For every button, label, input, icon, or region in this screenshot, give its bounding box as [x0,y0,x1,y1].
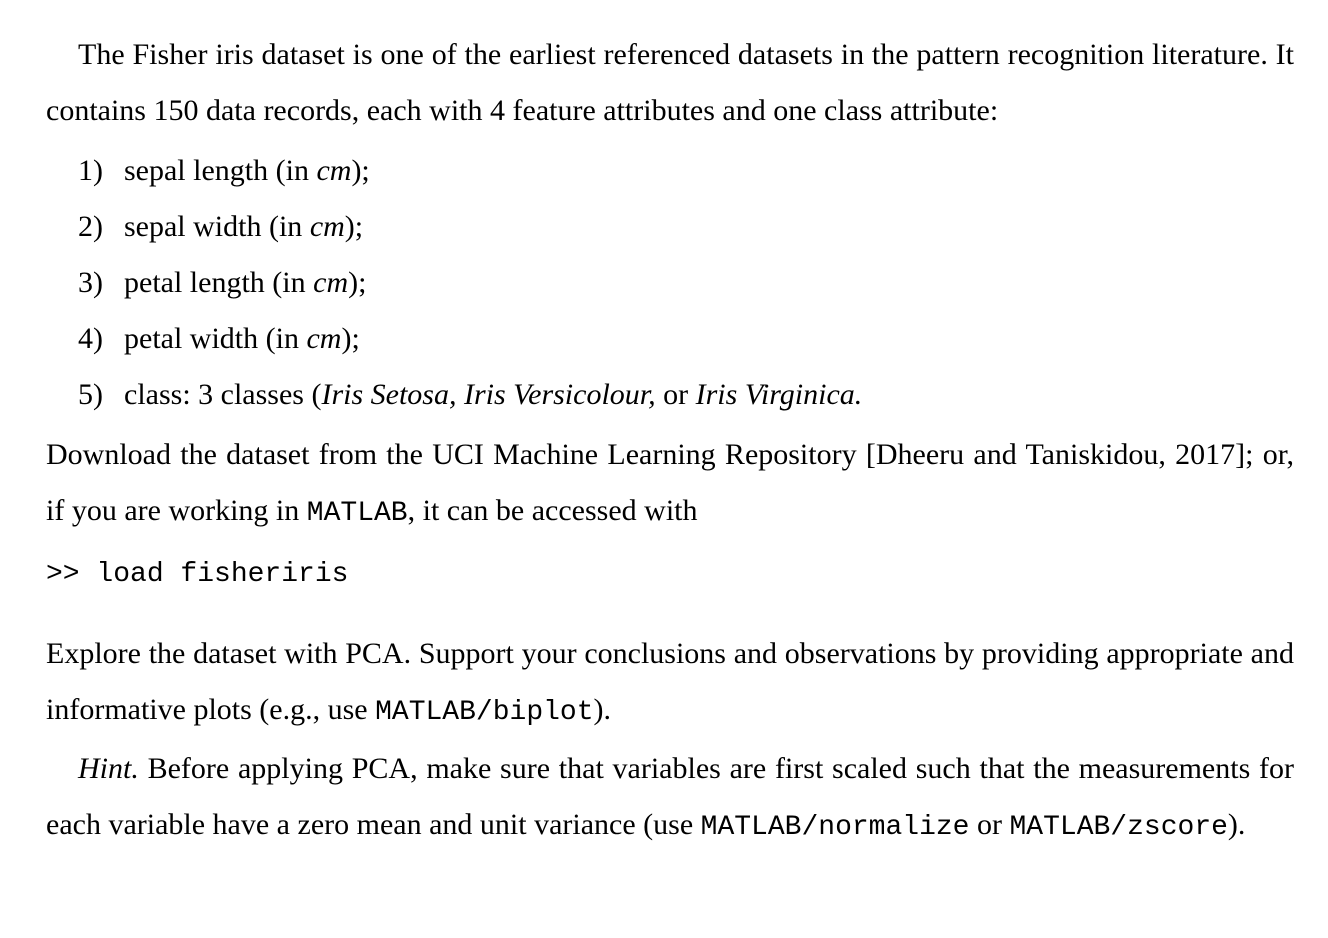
normalize-command: MATLAB/normalize [700,812,970,843]
attribute-list [46,143,1294,423]
list-item-number: 3) [78,266,103,299]
list-item-class: 5) class: 3 classes (Iris Setosa, Iris Versicolour, or Iris Virginica. [78,367,1294,423]
list-item-number: 2) [78,210,103,243]
list-item: 2) sepal width (in cm); [78,199,1294,255]
list-item: 3) petal length (in cm); [78,255,1294,311]
unit: cm [313,266,349,299]
unit: cm [306,322,342,355]
intro-paragraph: The Fisher iris dataset is one of the earliest referenced datasets in the pattern recognition literature. It contains 150 data records, each with 4 feature attributes and one class attribute: [46,38,1294,127]
list-item-number: 4) [78,322,103,355]
zscore-command: MATLAB/zscore [1009,812,1228,843]
list-item: 1) sepal length (in cm); [78,143,1294,199]
class-name-virginica: Iris Virginica. [695,378,863,411]
download-paragraph: Download the dataset from the UCI Machine Learning Repository [Dheeru and Taniskidou, 2017]; or, if you are working in MATLAB, it can be accessed with [46,438,1294,529]
code-snippet: >> load fisheriris [46,559,349,590]
hint-paragraph: Hint. Before applying PCA, make sure that variables are first scaled such that the measurements for each variable have a zero mean and unit variance (use MATLAB/normalize or MATLAB/zscore). [46,752,1294,843]
unit: cm [309,210,345,243]
list-item: 4) petal width (in cm); [78,311,1294,367]
matlab-term: MATLAB [306,498,408,529]
explore-paragraph: Explore the dataset with PCA. Support your conclusions and observations by providing appropriate and informative plots (e.g., use MATLAB/biplot). [46,637,1294,728]
biplot-command: MATLAB/biplot [375,697,594,728]
hint-label: Hint. [78,752,139,785]
list-item-number: 5) [78,378,103,411]
list-item-number: 1) [78,154,103,187]
document-body [46,27,1294,856]
unit: cm [316,154,352,187]
class-names: Iris Setosa, Iris Versicolour, [321,378,656,411]
